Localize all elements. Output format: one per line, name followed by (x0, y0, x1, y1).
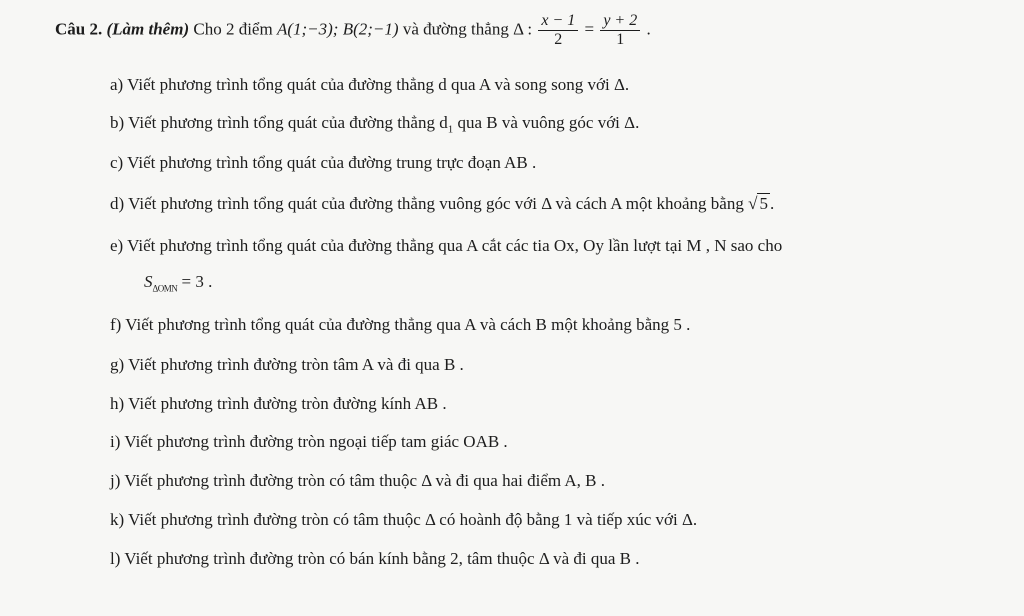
fraction-y-numerator: y + 2 (600, 12, 640, 31)
item-b-subscript: 1 (447, 123, 454, 136)
item-d-text: d) Viết phương trình tổng quát của đường thẳng vuông góc với Δ và cách A một khoảng bằng (110, 194, 744, 213)
line-name: Δ : (513, 19, 533, 39)
question-text-before: Cho 2 điểm (193, 19, 273, 39)
title-end: . (646, 19, 651, 39)
area-subscript: ΔOMN (152, 283, 178, 294)
item-c: c) Viết phương trình tổng quát của đường trung trực đoạn AB . (110, 153, 537, 172)
fraction-x-numerator: x − 1 (538, 12, 578, 31)
item-e-condition (144, 271, 1024, 299)
area-value: = 3 . (177, 272, 213, 291)
question-label: Câu 2. (55, 19, 103, 39)
question-note: (Làm thêm) (106, 19, 190, 39)
equals-sign: = (584, 19, 595, 39)
item-b-text-end: qua B và vuông góc với Δ. (453, 113, 640, 132)
item-h: h) Viết phương trình đường tròn đường kính AB . (110, 394, 447, 413)
item-e: e) Viết phương trình tổng quát của đường thẳng qua A cắt các tia Ox, Oy lần lượt tại M , N sao cho (110, 236, 783, 255)
item-b-text: b) Viết phương trình tổng quát của đường thẳng d (110, 113, 448, 132)
item-g: g) Viết phương trình đường tròn tâm A và đi qua B . (110, 355, 464, 374)
question-title (55, 12, 651, 49)
fraction-x-denominator: 2 (554, 31, 563, 48)
item-a: a) Viết phương trình tổng quát của đường thẳng d qua A và song song với Δ. (110, 75, 630, 94)
item-k: k) Viết phương trình đường tròn có tâm thuộc Δ có hoành độ bằng 1 và tiếp xúc với Δ. (110, 510, 698, 529)
item-b (110, 112, 639, 140)
sqrt-radicand: 5 (759, 194, 768, 213)
area-symbol: S (144, 272, 153, 291)
question-text-mid: và đường thẳng (402, 19, 509, 39)
item-d (110, 193, 774, 215)
fraction-y-denominator: 1 (616, 31, 625, 48)
item-j: j) Viết phương trình đường tròn có tâm thuộc Δ và đi qua hai điểm A, B . (110, 471, 606, 490)
question-points: A(1;−3); B(2;−1) (276, 19, 399, 39)
item-d-end: . (769, 194, 775, 213)
item-i: i) Viết phương trình đường tròn ngoại tiếp tam giác OAB . (110, 432, 508, 451)
fraction-y (600, 12, 640, 49)
item-f: f) Viết phương trình tổng quát của đường thẳng qua A và cách B một khoảng bằng 5 . (110, 315, 691, 334)
item-l: l) Viết phương trình đường tròn có bán kính bằng 2, tâm thuộc Δ và đi qua B . (110, 549, 640, 568)
fraction-x (538, 12, 578, 49)
sqrt-expression: √ 5 (748, 194, 768, 213)
